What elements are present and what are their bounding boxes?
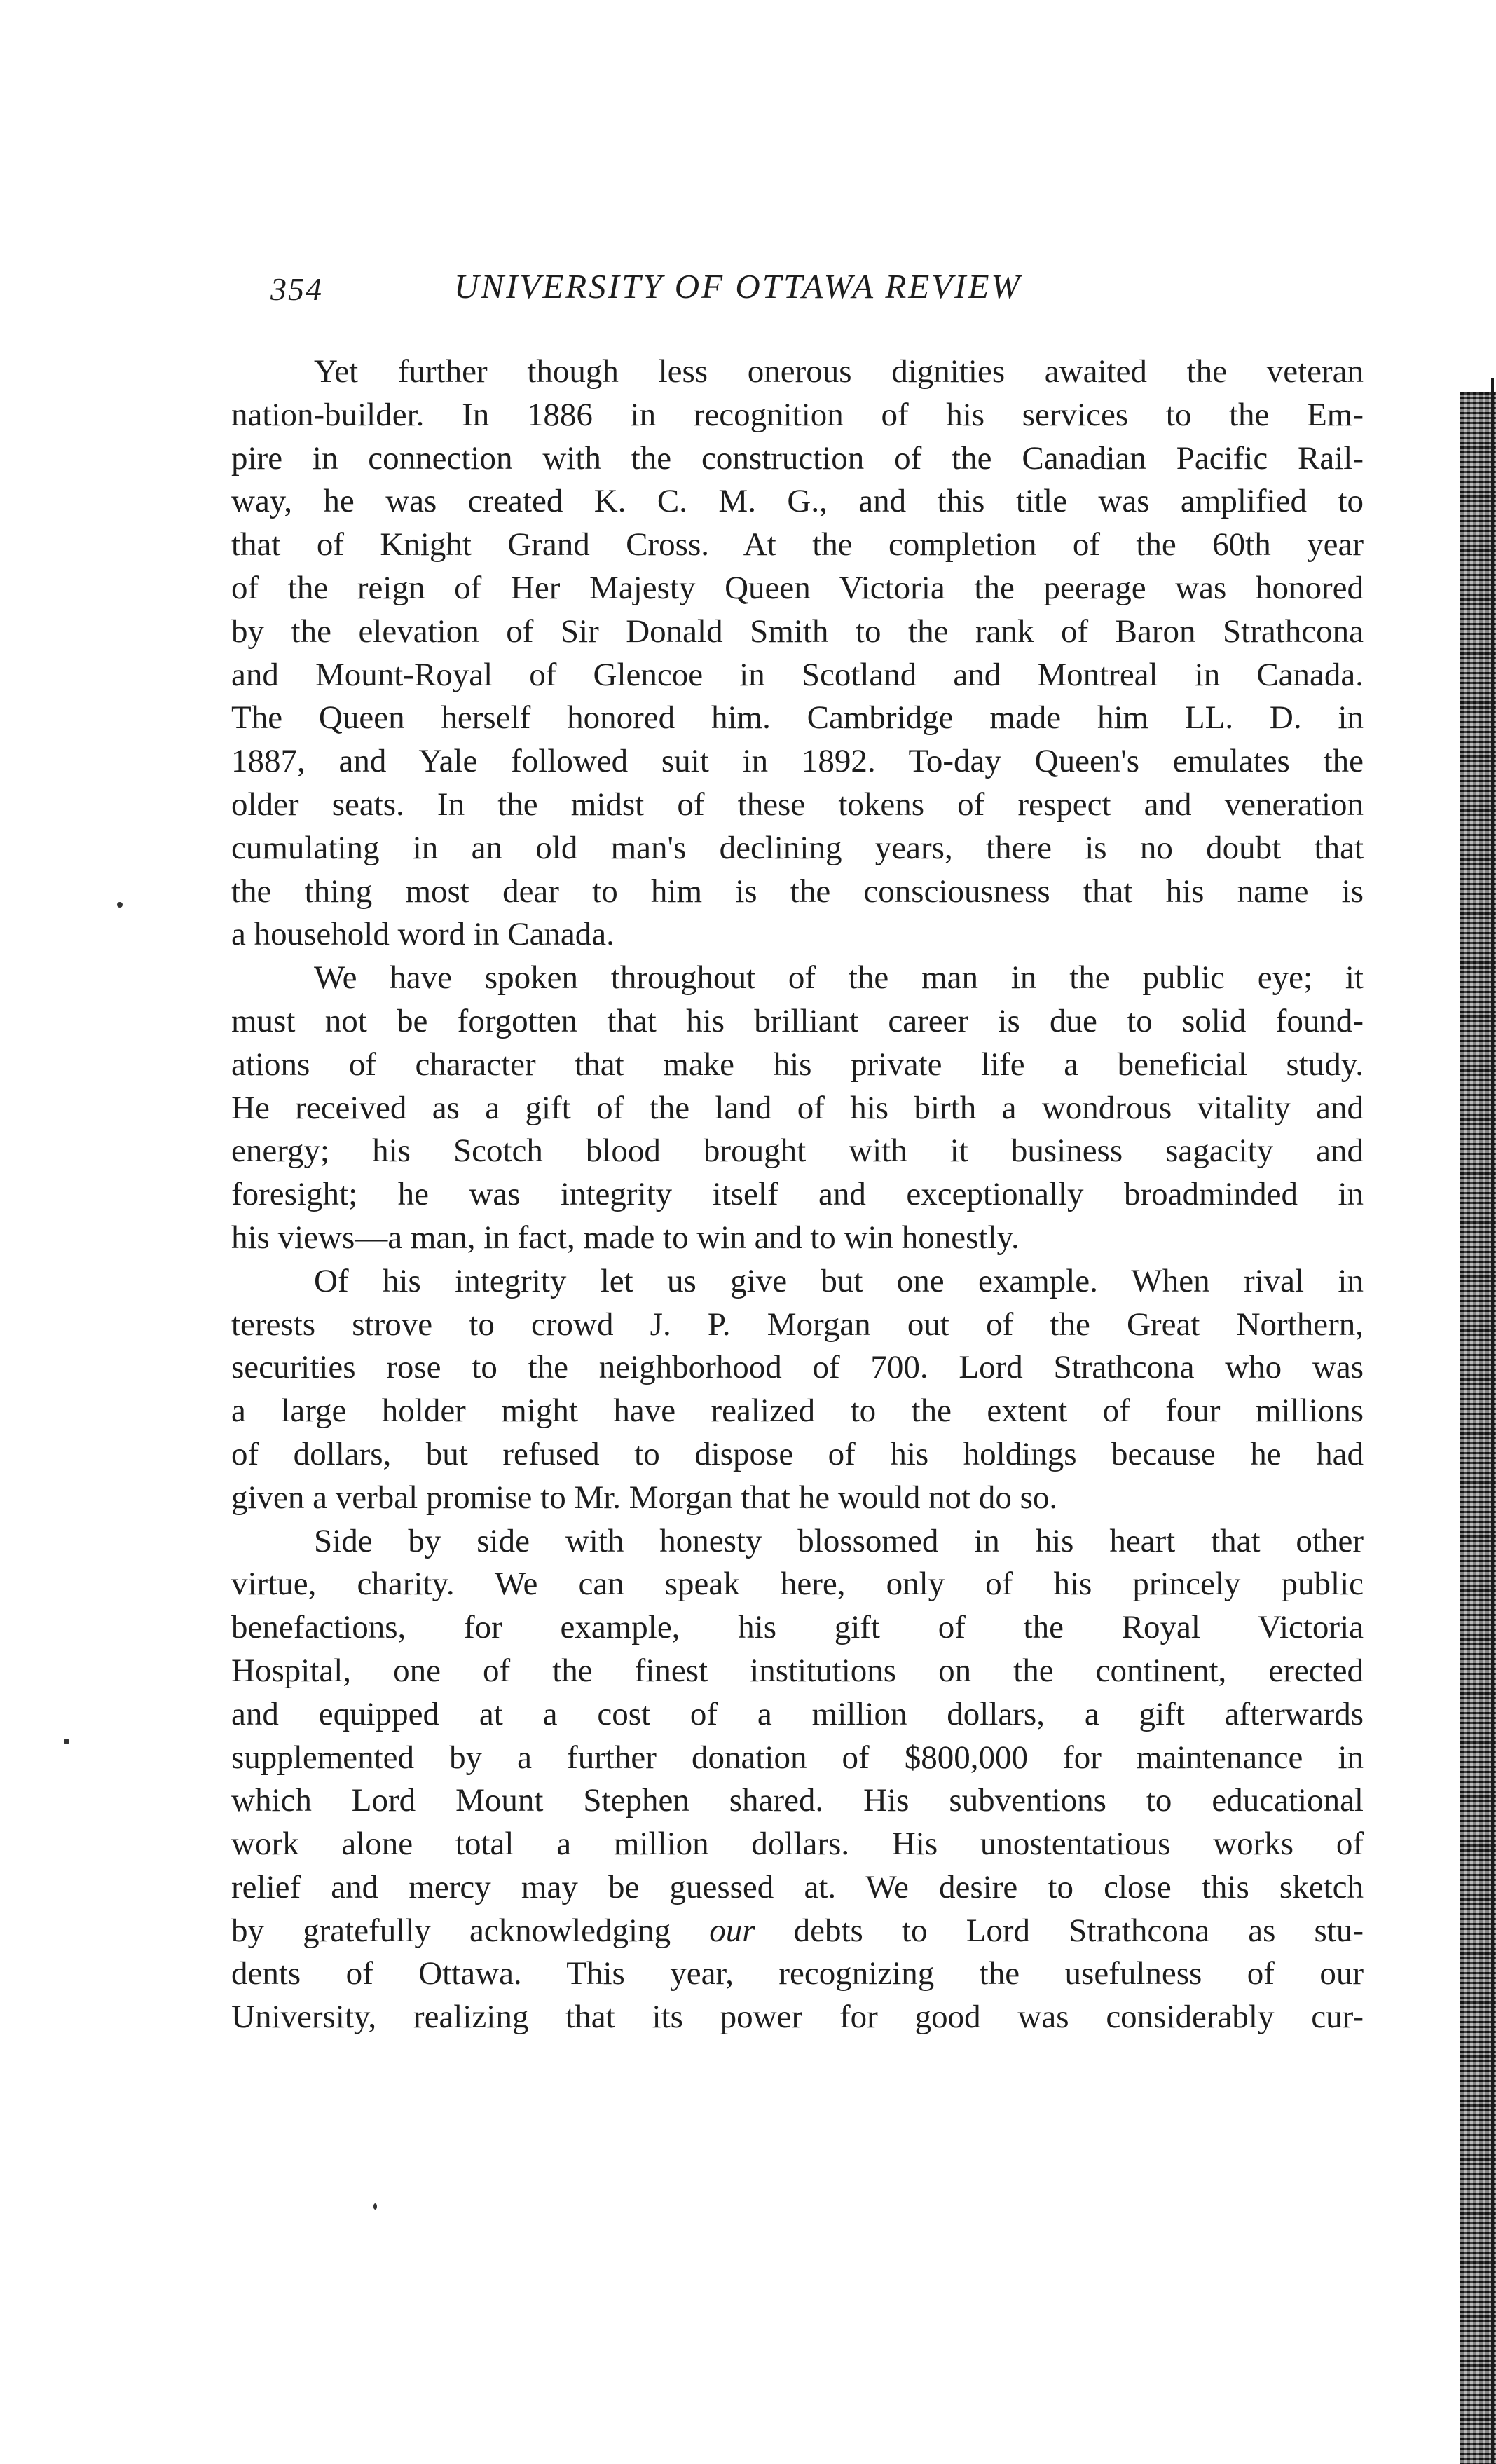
text-line: The Queen herself honored him. Cambridge made him LL. D. in [231,699,1364,737]
text-line: work alone total a million dollars. His unostentatious works of [231,1826,1364,1863]
text-line: of the reign of Her Majesty Queen Victoria the peerage was honored [231,569,1364,606]
text-line: He received as a gift of the land of his birth a wondrous vitality and [231,1089,1364,1126]
page-header [270,263,1364,313]
text-line: and Mount-Royal of Glencoe in Scotland and Montreal in Canada. [231,656,1364,693]
text-segment: debts to Lord Strathcona as stu- [755,1912,1364,1949]
text-line: which Lord Mount Stephen shared. His subventions to educational [231,1782,1364,1819]
italic-word: our [709,1912,755,1949]
text-line: virtue, charity. We can speak here, only of his princely public [231,1566,1364,1603]
text-line: cumulating in an old man's declining years, there is no doubt that [231,829,1364,866]
text-line: We have spoken throughout of the man in the public eye; it [314,959,1364,997]
text-line: that of Knight Grand Cross. At the completion of the 60th year [231,526,1364,563]
text-line: Yet further though less onerous dignities awaited the veteran [314,353,1364,390]
text-line: Hospital, one of the finest institutions on the continent, erected [231,1652,1364,1689]
text-line: pire in connection with the construction of the Canadian Pacific Rail- [231,439,1364,477]
text-segment: by gratefully acknowledging [231,1912,710,1949]
scan-speck [117,902,123,908]
text-line: benefactions, for example, his gift of the Royal Victoria [231,1609,1364,1646]
text-line: the thing most dear to him is the consciousness that his name is [231,872,1364,910]
body-text [231,350,1364,2039]
scan-speck [373,2203,377,2210]
text-line: 1887, and Yale followed suit in 1892. To-day Queen's emulates the [231,743,1364,780]
text-line: older seats. In the midst of these tokens of respect and veneration [231,786,1364,823]
text-line: a household word in Canada. [231,916,615,953]
text-line: nation-builder. In 1886 in recognition of his services to the Em- [231,396,1364,433]
page-number: 354 [270,271,323,307]
text-line: must not be forgotten that his brilliant career is due to solid found- [231,1002,1364,1039]
text-line: terests strove to crowd J. P. Morgan out of the Great Northern, [231,1306,1364,1343]
text-line: relief and mercy may be guessed at. We desire to close this sketch [231,1868,1364,1905]
running-title: UNIVERSITY OF OTTAWA REVIEW [454,267,1022,306]
text-line: securities rose to the neighborhood of 700. Lord Strathcona who was [231,1349,1364,1386]
scanned-page-edge-line [1491,378,1494,2464]
text-line: his views—a man, in fact, made to win and to win honestly. [231,1219,1020,1256]
text-line [231,1910,1364,1953]
text-line: dents of Ottawa. This year, recognizing the usefulness of our [231,1955,1364,1992]
text-line: foresight; he was integrity itself and exceptionally broadminded in [231,1176,1364,1213]
text-line: given a verbal promise to Mr. Morgan that he would not do so. [231,1479,1058,1516]
text-line: energy; his Scotch blood brought with it business sagacity and [231,1132,1364,1170]
text-line: Of his integrity let us give but one example. When rival in [314,1262,1364,1299]
text-line: way, he was created K. C. M. G., and this title was amplified to [231,483,1364,520]
text-line: of dollars, but refused to dispose of his holdings because he had [231,1435,1364,1472]
text-line: University, realizing that its power for good was considerably cur- [231,1999,1364,2036]
text-line: supplemented by a further donation of $800,000 for maintenance in [231,1739,1364,1776]
text-line: by the elevation of Sir Donald Smith to the rank of Baron Strathcona [231,612,1364,650]
text-line: and equipped at a cost of a million dollars, a gift afterwards [231,1695,1364,1732]
scan-speck [64,1739,69,1744]
text-line: ations of character that make his private life a beneficial study. [231,1046,1364,1083]
text-line: Side by side with honesty blossomed in his heart that other [314,1522,1364,1559]
text-line: a large holder might have realized to the extent of four millions [231,1392,1364,1430]
